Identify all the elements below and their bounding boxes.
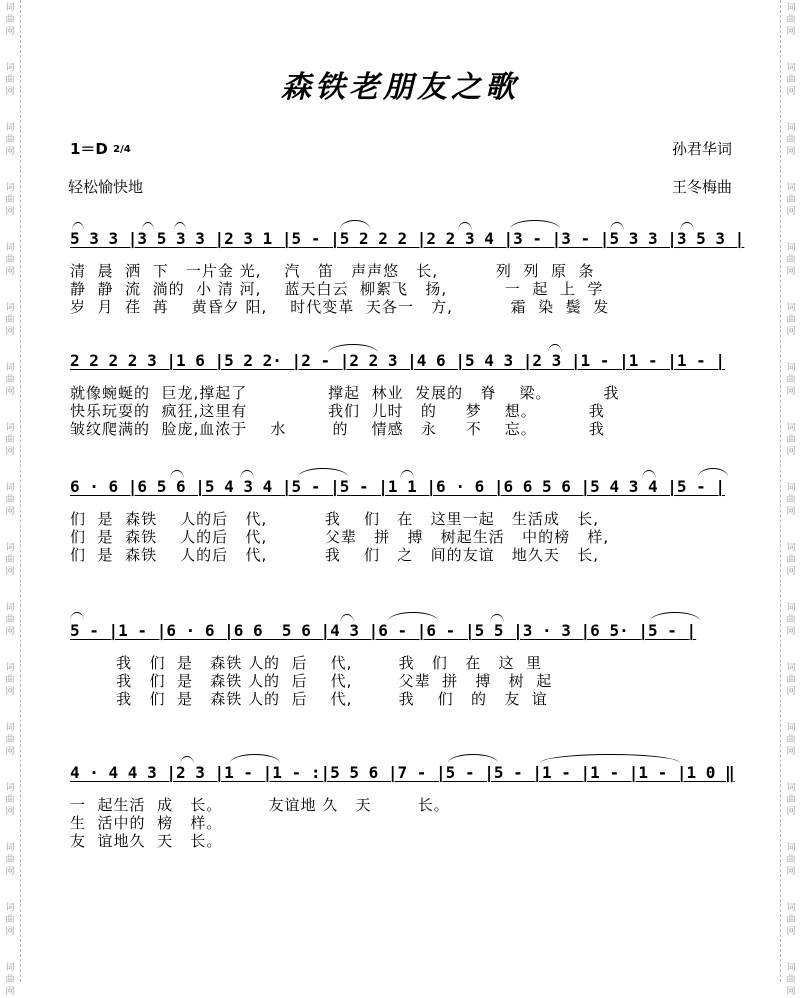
slur (298, 468, 348, 477)
lyric-verse-2: 们 是 森铁 人的后 代, 父辈 拼 搏 树起生活 中的榜 样, (70, 528, 610, 546)
slur (180, 756, 194, 765)
key-signature (70, 138, 131, 159)
notation-line: 6 · 6 |6 5 6 |5 4 3 4 |5 - |5 - |1 1 |6 · 6 |6 6 5 6 |5 4 3 4 |5 - | (70, 477, 726, 496)
watermark-text: 词曲网 (5, 423, 15, 457)
notation-line: 4 · 4 4 3 |2 3 |1 - |1 - :|5 5 6 |7 - |5 - |5 - |1 - |1 - |1 - |1 0 ‖ (70, 763, 735, 782)
slur (540, 754, 680, 763)
slur (142, 222, 154, 231)
tempo-marking: 轻松愉快地 (68, 178, 144, 196)
slur (642, 470, 656, 479)
left-watermark-strip (0, 0, 21, 997)
lyricist-credit: 孙君华词 (671, 140, 732, 158)
watermark-text: 词曲网 (5, 963, 15, 997)
watermark-text: 词曲网 (5, 483, 15, 517)
watermark-text: 词曲网 (786, 783, 796, 817)
slur (240, 470, 254, 479)
watermark-text: 词曲网 (786, 123, 796, 157)
slur (72, 222, 84, 231)
lyric-verse-3: 岁 月 荏 苒 黄昏夕 阳, 时代变革 天各一 方, 霜 染 鬓 发 (70, 298, 610, 316)
watermark-text: 词曲网 (786, 63, 796, 97)
slur (328, 344, 378, 353)
watermark-text: 词曲网 (5, 603, 15, 637)
watermark-text: 词曲网 (5, 843, 15, 877)
watermark-text: 词曲网 (786, 903, 796, 937)
watermark-text: 词曲网 (786, 663, 796, 697)
slur (170, 470, 184, 479)
slur (388, 612, 438, 621)
lyric-verse-1: 就像蜿蜒的 巨龙,撑起了 撑起 林业 发展的 脊 梁。 我 (70, 384, 620, 402)
lyric-verse-2: 静 静 流 淌的 小 清 河, 蓝天白云 柳絮飞 扬, 一 起 上 学 (70, 280, 604, 298)
watermark-text: 词曲网 (5, 363, 15, 397)
watermark-text: 词曲网 (786, 723, 796, 757)
watermark-text: 词曲网 (786, 483, 796, 517)
slur (698, 468, 728, 477)
notation-line: 5 3 3 |3 5 3 3 |2 3 1 |5 - |5 2 2 2 |2 2 3 4 |3 - |3 - |5 3 3 |3 5 3 | (70, 229, 745, 248)
lyric-verse-3: 我 们 是 森铁 人的 后 代, 我 们 的 友 谊 (70, 690, 548, 708)
slur (610, 222, 624, 231)
slur (70, 612, 84, 621)
score-system-5 (70, 762, 735, 850)
watermark-text: 词曲网 (5, 63, 15, 97)
watermark-text: 词曲网 (786, 423, 796, 457)
watermark-text: 词曲网 (786, 963, 796, 997)
slur (448, 754, 498, 763)
slur (548, 344, 562, 353)
watermark-text: 词曲网 (5, 723, 15, 757)
slur (680, 222, 694, 231)
lyric-verse-1: 清 晨 洒 下 一片金 光, 汽 笛 声声悠 长, 列 列 原 条 (70, 262, 595, 280)
watermark-text: 词曲网 (786, 363, 796, 397)
watermark-text: 词曲网 (5, 543, 15, 577)
watermark-text: 词曲网 (786, 303, 796, 337)
lyric-verse-2: 我 们 是 森铁 人的 后 代, 父辈 拼 搏 树 起 (70, 672, 553, 690)
watermark-text: 词曲网 (5, 123, 15, 157)
watermark-text: 词曲网 (5, 3, 15, 37)
watermark-text: 词曲网 (5, 183, 15, 217)
lyric-verse-2: 生 活中的 榜 样。 (70, 814, 223, 832)
slur (458, 222, 472, 231)
lyric-verse-1: 一 起生活 成 长。 友谊地 久 天 长。 (70, 796, 450, 814)
lyric-verse-1: 我 们 是 森铁 人的 后 代, 我 们 在 这 里 (70, 654, 543, 672)
key-label: 1＝D (70, 140, 108, 158)
watermark-text: 词曲网 (786, 183, 796, 217)
right-watermark-strip (780, 0, 800, 997)
slur (400, 470, 414, 479)
watermark-text: 词曲网 (5, 783, 15, 817)
watermark-text: 词曲网 (5, 903, 15, 937)
slur (340, 614, 354, 623)
watermark-text: 词曲网 (786, 243, 796, 277)
notation-line: 2 2 2 2 3 |1 6 |5 2 2· |2 - |2 2 3 |4 6 |5 4 3 |2 3 |1 - |1 - |1 - | (70, 351, 726, 370)
slur (340, 220, 370, 229)
song-title: 森铁老朋友之歌 (281, 70, 519, 105)
slur (230, 754, 280, 763)
lyric-verse-3: 友 谊地久 天 长。 (70, 832, 223, 850)
watermark-text: 词曲网 (786, 543, 796, 577)
slur (174, 222, 186, 231)
watermark-text: 词曲网 (5, 663, 15, 697)
slur (510, 220, 560, 229)
watermark-text: 词曲网 (786, 603, 796, 637)
time-signature: 2/4 (113, 144, 131, 155)
score-system-3 (70, 476, 735, 564)
score-system-4 (70, 620, 735, 708)
lyric-verse-3: 皱纹爬满的 脸庞,血浓于 水 的 情感 永 不 忘。 我 (70, 420, 605, 438)
composer-credit: 王冬梅曲 (671, 178, 732, 196)
watermark-text: 词曲网 (786, 843, 796, 877)
lyric-verse-2: 快乐玩耍的 疯狂,这里有 我们 儿时 的 梦 想。 我 (70, 402, 605, 420)
score-system-1 (70, 228, 745, 316)
slur (650, 612, 700, 621)
notation-line: 5 - |1 - |6 · 6 |6 6 5 6 |4 3 |6 - |6 - |5 5 |3 · 3 |6 5· |5 - | (70, 621, 697, 640)
watermark-text: 词曲网 (5, 243, 15, 277)
watermark-text: 词曲网 (5, 303, 15, 337)
score-system-2 (70, 350, 735, 438)
watermark-text: 词曲网 (786, 3, 796, 37)
lyric-verse-1: 们 是 森铁 人的后 代, 我 们 在 这里一起 生活成 长, (70, 510, 599, 528)
slur (490, 614, 504, 623)
lyric-verse-3: 们 是 森铁 人的后 代, 我 们 之 间的友谊 地久天 长, (70, 546, 599, 564)
